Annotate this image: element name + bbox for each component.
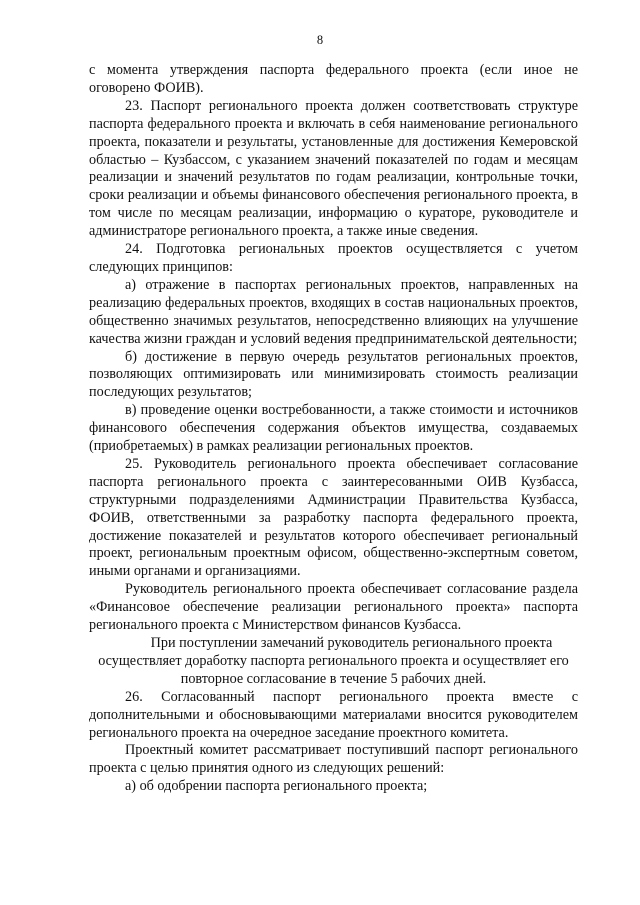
- page-number: 8: [316, 33, 324, 47]
- list-item-a: а) отражение в паспортах региональных проектов, направленных на реализацию федеральных проектов, входящих в состав национальных проектов, общественно значимых результатов, непосредственно влияющих на улучшение качества жизни граждан и условий ведения предпринимательской деятельности;: [89, 276, 578, 347]
- paragraph-26: 26. Согласованный паспорт регионального проекта вместе с дополнительными и обосновывающими материалами вносится руководителем регионального проекта на очередное заседание проектного комитета.: [89, 688, 578, 741]
- list-item-b: б) достижение в первую очередь результатов региональных проектов, позволяющих оптимизировать или минимизировать стоимость реализации последующих результатов;: [89, 348, 578, 401]
- paragraph-24: 24. Подготовка региональных проектов осуществляется с учетом следующих принципов:: [89, 241, 578, 275]
- document-body: [89, 62, 578, 796]
- paragraph-continuation: с момента утверждения паспорта федерального проекта (если иное не оговорено ФОИВ).: [89, 62, 578, 96]
- paragraph-committee: Проектный комитет рассматривает поступивший паспорт регионального проекта с целью принятия одного из следующих решений:: [89, 742, 578, 777]
- paragraph-25: 25. Руководитель регионального проекта обеспечивает согласование паспорта регионального проекта с заинтересованными ОИВ Кузбасса, структурными подразделениями Администрации Правительства Кузбасса, ФОИВ, ответственными за разработку паспорта федерального проекта, достижение показателей и результатов которого обеспечивает региональный проект, региональным проектным офисом, общественно-экспертным советом, иными органами и организациями.: [89, 455, 578, 580]
- paragraph-finance-approval: Руководитель регионального проекта обеспечивает согласование раздела «Финансовое обеспечение реализации регионального проекта» паспорта регионального проекта с Министерством финансов Кузбасса.: [89, 581, 578, 634]
- paragraph-23: 23. Паспорт регионального проекта должен соответствовать структуре паспорта федерального проекта и включать в себя наименование регионального проекта, показатели и результаты, установленные для достижения Кемеровской областью – Кузбассом, с указанием значений показателей по годам и месяцам реализации и значений результатов по годам реализации, контрольные точки, сроки реализации и объемы финансового обеспечения регионального проекта, в том числе по месяцам реализации, информацию о кураторе, руководителе и администраторе регионального проекта, а также иные сведения.: [89, 97, 578, 240]
- list-item-v: в) проведение оценки востребованности, а также стоимости и источников финансового обеспечения содержания объектов имущества, создаваемых (приобретаемых) в рамках реализации региональных проектов.: [89, 402, 578, 455]
- decision-item-a: а) об одобрении паспорта регионального проекта;: [125, 778, 428, 795]
- paragraph-remarks: При поступлении замечаний руководитель регионального проекта осуществляет доработку паспорта регионального проекта и осуществляет его повторное согласование в течение 5 рабочих дней.: [98, 635, 569, 687]
